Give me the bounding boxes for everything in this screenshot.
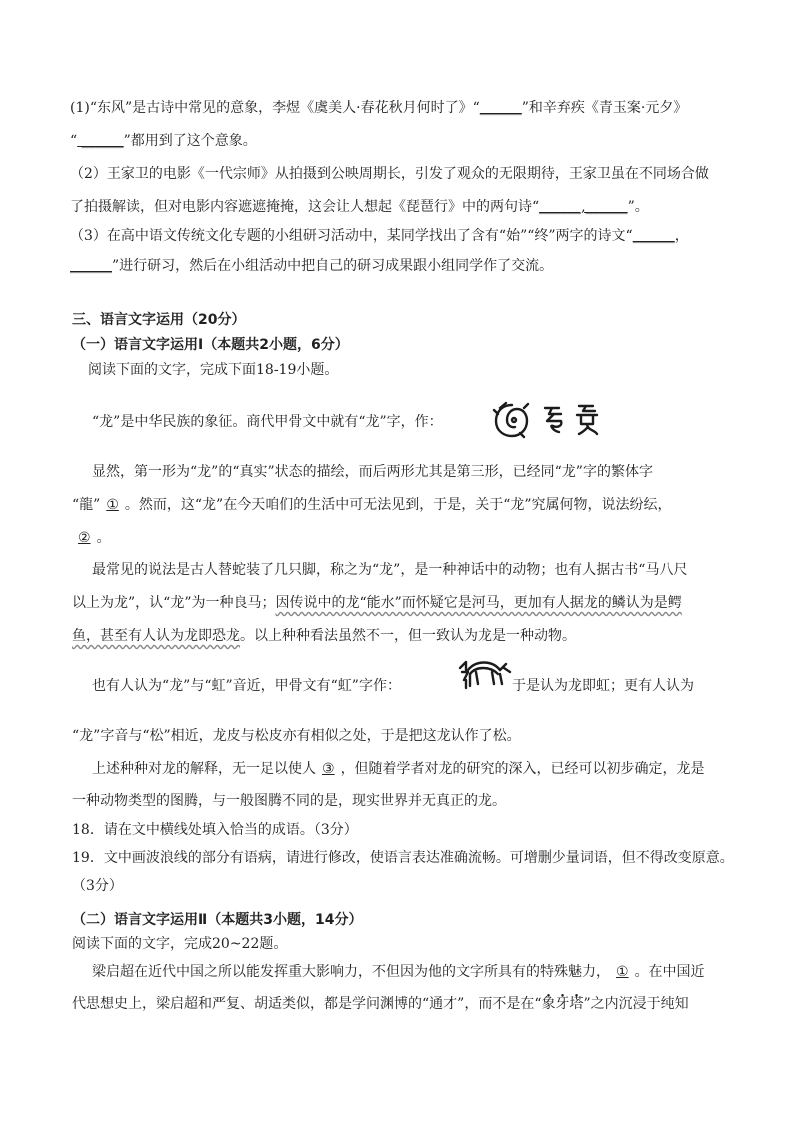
oracle-dragon-glyph-3-icon	[573, 402, 601, 438]
q17-line-5: （3）在高中语文传统文化专题的小组研习活动中，某同学找出了含有“始”“终”两字的诗文“______，	[70, 228, 689, 244]
part2-intro: 阅读下面的文字，完成20~22题。	[72, 936, 288, 952]
answer-blank: ______,______	[539, 199, 628, 215]
passage-line-4: ② 。	[72, 528, 111, 548]
question-19: 19．文中画波浪线的部分有语病，请进行修改，使语言表达准确流畅。可增删少量词语，但不得改变原意。	[72, 850, 734, 866]
passage-line-2: 显然，第一形为“龙”的“真实”状态的描绘，而后两形尤其是第三形，已经同“龙”字的繁体字	[92, 464, 653, 480]
question-18: 18．请在文中横线处填入恰当的成语。（3分）	[72, 822, 358, 838]
passage-line-8: 也有人认为“龙”与“虹”音近，甲骨文有“虹”字作：	[92, 678, 401, 694]
q17-line-6: ______”进行研习，然后在小组活动中把自己的研习成果跟小组同学作了交流。	[70, 258, 554, 274]
answer-blank: ______	[632, 228, 675, 244]
blank-marker-3: ③	[322, 761, 335, 777]
q17-line-3: （2）王家卫的电影《一代宗师》从拍摄到公映周期长，引发了观众的无限期待，王家卫虽在不同场合做	[70, 166, 709, 182]
blank-marker-2: ②	[78, 530, 91, 546]
blank-marker-1: ①	[106, 497, 119, 513]
answer-blank: ______	[77, 133, 124, 149]
blank-marker-4: ①	[616, 964, 629, 980]
question-19-score: （3分）	[72, 878, 123, 894]
q17-line-2: “ ______”都用到了这个意象。	[70, 133, 257, 149]
passage2-line-1: 梁启超在近代中国之所以能发挥重大影响力，不但因为他的文字所具有的特殊魅力， ① 。在中国近	[92, 964, 705, 980]
answer-blank: ______	[70, 258, 112, 274]
emphasis-dot-char: 牙	[555, 996, 570, 1012]
oracle-rainbow-glyph-icon	[456, 656, 512, 692]
passage-line-5: 最常见的说法是古人替蛇装了几只脚，称之为“龙”，是一种神话中的动物；也有人据古书“马八尺	[92, 562, 688, 578]
passage-line-11: 一种动物类型的图腾，与一般图腾不同的是，现实世界并无真正的龙。	[72, 793, 506, 809]
emphasis-dot-char: 塔	[569, 996, 584, 1012]
oracle-dragon-glyph-1-icon	[492, 400, 532, 440]
passage-line-3: “龍” ① 。然而，这“龙”在今天咱们的生活中可无法见到，于是，关于“龙”究属何物，说法纷纭，	[72, 497, 672, 513]
part2-title: （二）语言文字运用Ⅱ（本题共3小题，14分）	[72, 912, 363, 928]
section-title: 三、语言文字运用（20分）	[72, 312, 246, 328]
part1-intro: 阅读下面的文字，完成下面18-19小题。	[88, 362, 339, 378]
emphasis-dot-char: 象	[541, 996, 556, 1012]
answer-blank: ______	[479, 100, 522, 116]
oracle-dragon-glyph-2-icon	[541, 404, 567, 436]
passage-line-9: “龙”字音与“松”相近，龙皮与松皮亦有相似之处，于是把这龙认作了松。	[72, 728, 521, 744]
passage-line-8b: 于是认为龙即虹；更有人认为	[512, 678, 694, 694]
passage-line-7: 鱼，甚至有人认为龙即恐龙。以上种种看法虽然不一，但一致认为龙是一种动物。	[72, 628, 576, 644]
wavy-underline-text: 鱼，甚至有人认为龙即恐龙	[72, 628, 240, 644]
q17-line-1: (1)“东风”是古诗中常见的意象，李煜《虞美人·春花秋月何时了》“______”和辛弃疾《青玉案·元夕》	[70, 100, 688, 116]
wavy-underline-text: 因传说中的龙“能水”而怀疑它是河马，更加有人据龙的鳞认为是鳄	[275, 595, 682, 611]
passage-line-6: 以上为龙”，认“龙”为一种良马；因传说中的龙“能水”而怀疑它是河马，更加有人据龙的鳞认为是鳄	[72, 595, 682, 611]
passage2-line-2: 代思想史上，梁启超和严复、胡适类似，都是学问渊博的“通才”，而不是在“象牙塔”之内沉浸于纯知	[72, 996, 689, 1012]
passage-line-10: 上述种种对龙的解释，无一足以使人 ③ ，但随着学者对龙的研究的深入，已经可以初步确定，龙是	[92, 761, 705, 777]
passage-line-1: “龙”是中华民族的象征。商代甲骨文中就有“龙”字，作：	[92, 414, 443, 430]
q17-line-4: 了拍摄解读，但对电影内容遮遮掩掩，这会让人想起《琵琶行》中的两句诗“______,______”。	[70, 199, 649, 215]
part1-title: （一）语言文字运用Ⅰ（本题共2小题，6分）	[72, 337, 349, 353]
